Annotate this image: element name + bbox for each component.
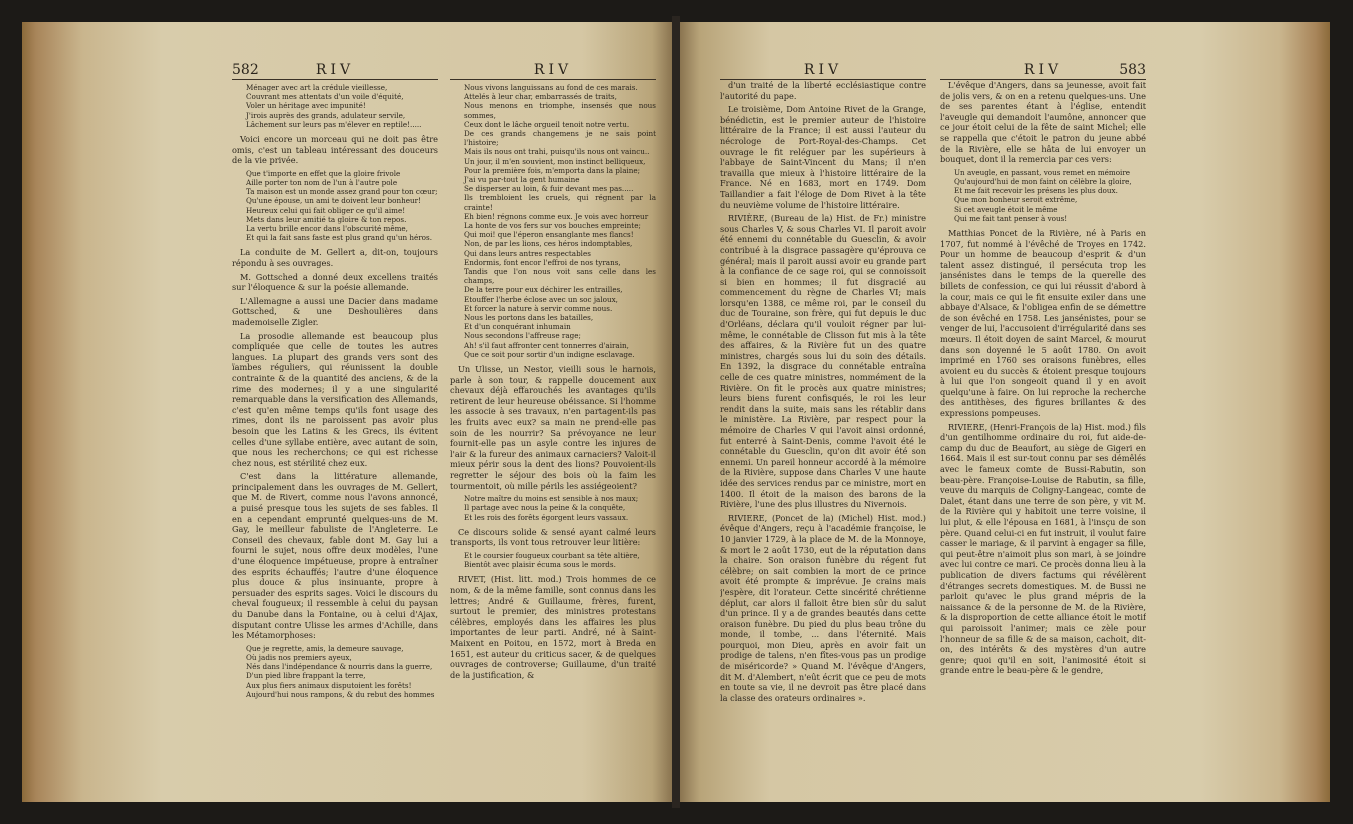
verse-block <box>232 83 438 129</box>
verse-line: Où jadis nos premiers ayeux, <box>246 653 352 662</box>
paragraph: Matthias Poncet de la Rivière, né à Paris en 1707, fut nommé à l'évêché de Troyes en 1742. Pour un homme de beaucoup d'esprit & d'un talent assez distingué, il persécuta trop les jansénistes dans le temps de la querelle des billets de confession, ce qui lui réussit d'abord à la cour, mais ce qui le fit ensuite exiler dans une abbaye d'Alsace, & l'obligea enfin de se démettre de son évêché en 1758. Les jansénistes, pour se venger de lui, l'accusoient d'irrégularité dans ses mœurs. Il étoit doyen de saint Marcel, & mourut dans son doyenné le 5 août 1780. On avoit imprimé en 1760 ses oraisons funèbres, elles avoient eu du succès & étoient presque toujours à lui que l'on songeoit quand il y en avoit quelqu'une à faire. On lui reproche la recherche des antithèses, des figures brillantes & des expressions pompeuses. <box>940 227 1146 419</box>
right-running-title-2: RIV <box>1023 62 1063 78</box>
verse-line: Couvrant mes attentats d'un voile d'équité, <box>246 92 404 102</box>
verse-line: Que t'importe en effet que la gloire frivole <box>246 168 401 178</box>
right-page-number: 583 <box>1119 62 1146 78</box>
right-running-head <box>720 62 926 80</box>
paragraph: Un Ulisse, un Nestor, vieilli sous le harnois, parle à son tour, & rappelle doucement aux chevaux déjà effarouchés les avantages qu'ils retirent de leur heureuse obéissance. Si l'homme les associe à ses travaux, n'en partagent-ils pas les fruits avec eux? sa main ne prend-elle pas soin de les nourrir? Sa prévoyance ne leur fournit-elle pas un asyle contre les injures de l'air & la fureur des animaux carnaciers? Valoit-il mieux périr sous la dent des lions? Pouvoient-ils regretter le séjour des bois où la faim les tourmentoit, où mille périls les assiégeoient? <box>450 364 656 491</box>
verse-line: Et le coursier fougueux courbant sa tête altière, <box>464 551 640 561</box>
verse-line: Ménager avec art la crédule vieillesse, <box>246 83 388 92</box>
paragraph: M. Gottsched a donné deux excellens traités sur l'éloquence & sur la poésie allemande. <box>232 271 438 293</box>
paragraph: L'évêque d'Angers, dans sa jeunesse, avoit fait de jolis vers, & on en a retenu quelques-uns. Une de ses parentes étant à l'église, entendit l'aveugle qui demandoit l'aumône, annoncer que ce jour étoit celui de la fête de saint Michel; elle se rappella que c'étoit le patron du jeune abbé de la Rivière, elle se hâta de lui envoyer un bouquet, dont il la remercia par ces vers: <box>940 80 1146 165</box>
verse-line: Nés dans l'indépendance & nourris dans la guerre, <box>246 662 433 672</box>
verse-block <box>232 169 438 243</box>
verse-line: Qu'une épouse, un ami te doivent leur bonheur! <box>246 196 421 206</box>
verse-line: Se disperser au loin, & fuir devant mes pas..... <box>464 184 634 194</box>
verse-block <box>450 494 656 522</box>
verse-line: Et les rois des forêts égorgent leurs vassaux. <box>464 512 629 522</box>
paragraph: RIVIERE, (Poncet de la) (Michel) Hist. mod.) évêque d'Angers, reçu à l'académie françoise, le 10 janvier 1729, à la place de M. de la Monnoye, & mort le 2 août 1730, eut de la réputation dans la chaire. Son oraison funèbre du régent fut célèbre; on sait combien la mort de ce prince avoit été prompte & imprévue. Je crains mais j'espère, dit l'orateur. Cette sincérité chrétienne déplut, car alors il falloit être bien sûr du salut d'un prince. Il y a de grandes beautés dans cette oraison funèbre. Du pied du plus beau trône du monde, il tombe, ... dans l'éternité. Mais pourquoi, mon Dieu, après en avoir fait un prodige de talens, n'en fîtes-vous pas un prodige de miséricorde? » Quand M. l'évêque d'Angers, dit M. d'Alembert, n'eût écrit que ce peu de mots en toute sa vie, il ne devroit pas être placé dans la classe des orateurs ordinaires ». <box>720 512 926 703</box>
left-running-title-2: RIV <box>533 62 573 78</box>
right-page <box>680 22 1330 802</box>
verse-line: Ceux dont le lâche orgueil tenoit notre vertu. <box>464 119 630 129</box>
verse-line: Ah! s'il faut affronter cent tonnerres d'airain, <box>464 340 629 350</box>
verse-line: Aujourd'hui nous rampons, & du rebut des hommes <box>246 689 435 699</box>
verse-line: Nous secondons l'affreuse rage; <box>464 331 581 341</box>
right-running-title: RIV <box>803 62 843 78</box>
right-column-1 <box>720 80 926 780</box>
verse-line: Que ce soit pour sortir d'un indigne esclavage. <box>464 349 635 359</box>
paragraph: Ce discours solide & sensé ayant calmé leurs transports, ils vont tous retrouver leur litière: <box>450 526 656 548</box>
verse-line: Et me fait recevoir les présens les plus doux. <box>954 186 1118 196</box>
verse-line: Il partage avec nous la peine & la conquête, <box>464 503 626 513</box>
paragraph: La conduite de M. Gellert a, dit-on, toujours répondu à ses ouvrages. <box>232 247 438 269</box>
verse-line: Voler un héritage avec impunité! <box>246 101 366 111</box>
verse-line: D'un pied libre frappant la terre, <box>246 671 366 681</box>
verse-block <box>450 551 656 569</box>
verse-line: J'irois auprès des grands, adulateur servile, <box>246 110 406 120</box>
paragraph: d'un traité de la liberté ecclésiastique contre l'autorité du pape. <box>720 80 926 101</box>
verse-line: Et forcer la nature à servir comme nous. <box>464 303 613 313</box>
left-page <box>22 22 672 802</box>
verse-line: Attelés à leur char, embarrassés de traits, <box>464 92 617 102</box>
verse-line: Aille porter ton nom de l'un à l'autre pole <box>246 178 398 187</box>
paragraph: C'est dans la littérature allemande, principalement dans les ouvrages de M. Gellert, que M. de Rivert, comme nous l'avons annoncé, a puisé presque tous les sujets de ses fables. Il en a cependant emprunté quelques-uns de M. Gay, le meilleur fabuliste de l'Angleterre. Le Conseil des chevaux, fable dont M. Gay lui a fourni le sujet, nous offre deux modèles, l'une d'une éloquence impétueuse, propre à entraîner des esprits échauffés; l'autre d'une éloquence plus douce & plus insinuante, propre à persuader des esprits sages. Voici le discours du cheval fougueux; il ressemble à celui du paysan du Danube dans la Fontaine, ou à celui d'Ajax, disputant contre Ulisse les armes d'Achille, dans les Métamorphoses: <box>232 471 438 641</box>
verse-line: Notre maître du moins est sensible à nos maux; <box>464 494 639 504</box>
paragraph: RIVET, (Hist. litt. mod.) Trois hommes de ce nom, & de la même famille, sont connus dans les lettres; André & Guillaume, frères, furent, surtout le premier, des ministres protestans célèbres, employés dans les affaires les plus importantes de leur parti. André, né à Saint-Maixent en Poitou, en 1572, mort à Breda en 1651, est auteur du criticus sacer, & de quelques ouvrages de controverse; Guillaume, d'un traité de la justification, & <box>450 574 656 680</box>
book-gutter <box>672 16 680 808</box>
verse-line: Un aveugle, en passant, vous remet en mémoire <box>954 167 1131 177</box>
verse-line: Etouffer l'herbe éclose avec un soc jaloux, <box>464 294 618 304</box>
paragraph: RIVIÈRE, (Bureau de la) Hist. de Fr.) ministre sous Charles V, & sous Charles VI. Il paroit avoir été ennemi du connétable du Guesclin, & avoir contribué à la disgrace passagère qu'éprouva ce général; mais il paroit aussi avoir eu grande part à la confiance de ce sage roi, qui se connoissoit si bien en hommes; il fut disgracié au commencement du règne de Charles VI; mais lorsqu'en 1388, ce même roi, par le conseil du duc de Touraine, son frère, qui fut depuis le duc d'Orléans, déclara qu'il vouloit régner par lui-même, le connétable de Clisson fut mis à la tête des affaires, & la Rivière fut un des quatre ministres, chargés sous lui du soin des détails. En 1392, la disgrace du connétable entraîna celle de ces quatre ministres, nommément de la Rivière. On fit le procès aux quatre ministres; leurs biens furent confisqués, le roi les leur rendit dans la suite, mais sans les rétablir dans le ministère. La Rivière, par respect pour la mémoire de Charles V qui l'avoit ainsi ordonné, fut enterré à Saint-Denis, comme l'avoit été le connétable du Guesclin, qu'on dit avoir été son ennemi. Un pareil honneur accordé à la mémoire de la Rivière, suppose dans Charles V une haute idée des services rendus par ce ministre, mort en 1400. Il étoit de la maison des barons de la Rivière, l'une des plus illustres du Nivernois. <box>720 213 926 510</box>
verse-line: Que mon bonheur seroit extrême, <box>954 195 1078 205</box>
paragraph: Le troisième, Dom Antoine Rivet de la Grange, bénédictin, est le premier auteur de l'histoire littéraire de la France; il est aussi l'auteur du nécrologe de Port-Royal-des-Champs. Cet ouvrage le fit reléguer par les supérieurs à l'abbaye de Saint-Vincent du Mans; il n'en travailla que mieux à l'histoire littéraire de la France. Né en 1683, mort en 1749. Dom Taillandier a fait l'éloge de Dom Rivet à la tête du neuvième volume de l'histoire littéraire. <box>720 104 926 210</box>
left-page-number: 582 <box>232 62 259 78</box>
verse-line: J'ai vu par-tout la gent humaine <box>464 175 580 185</box>
verse-line: Qui moi! que l'éperon ensanglante mes flancs! <box>464 230 634 240</box>
verse-line: La vertu brille encor dans l'obscurité même, <box>246 224 408 234</box>
left-column-1 <box>232 80 438 780</box>
verse-line: Eh bien! régnons comme eux. Je vois avec horreur <box>464 211 649 221</box>
left-running-head-2 <box>450 62 656 80</box>
verse-line: Nous les portons dans les batailles, <box>464 313 594 323</box>
verse-block <box>940 168 1146 223</box>
verse-line: Qu'aujourd'hui de mon faint on célèbre la gloire, <box>954 176 1132 186</box>
verse-line: Qui me fait tant penser à vous! <box>954 213 1068 223</box>
verse-line: De la terre pour eux déchirer les entrailles, <box>464 285 623 295</box>
verse-block <box>232 644 438 699</box>
verse-line: Un jour, il m'en souvient, mon instinct belliqueux, <box>464 156 646 166</box>
left-running-head <box>232 62 438 80</box>
left-running-title: RIV <box>315 62 355 78</box>
verse-line: Mais ils nous ont trahi, puisqu'ils nous ont vaincu.. <box>464 147 650 157</box>
verse-line: Ils trembloient les cruels, qui régnent par la crainte! <box>464 193 656 212</box>
verse-line: Lâchement sur leurs pas m'élever en reptile!..... <box>246 119 422 129</box>
verse-line: La honte de vos fers sur vos bouches empreinte; <box>464 221 641 231</box>
paragraph: La prosodie allemande est beaucoup plus compliquée que celle de toutes les autres langues. La plupart des grands vers sont des ïambes réguliers, qui réunissent la double contrainte & de la quantité des anciens, & de la rime des modernes; il y a une singularité remarquable dans la versification des Allemands, c'est qu'en même temps qu'ils font usage des rimes, dont ils ne paroissent pas avoir plus besoin que les Latins & les Grecs, ils évitent celles d'une syllabe entière, avec autant de soin, que nous les recherchons; ce qui est richesse chez nous, est stérilité chez eux. <box>232 330 438 468</box>
verse-line: Non, de par les lions, ces héros indomptables, <box>464 239 633 249</box>
verse-line: Heureux celui qui fait obliger ce qu'il aime! <box>246 205 406 215</box>
verse-line: Ta maison est un monde assez grand pour ton cœur; <box>246 187 438 197</box>
paragraph: L'Allemagne a aussi une Dacier dans madame Gottsched, & une Deshoulières dans mademoiselle Zigler. <box>232 295 438 327</box>
verse-line: Et d'un conquérant inhumain <box>464 322 571 332</box>
paragraph: RIVIERE, (Henri-François de la) Hist. mod.) fils d'un gentilhomme ordinaire du roi, fut aide-de-camp du duc de Beaufort, au siège de Gigeri en 1664. Mais il est sur-tout connu par ses démêlés avec le fameux comte de Bussi-Rabutin, son beau-père. Françoise-Louise de Rabutin, sa fille, veuve du marquis de Coligny-Langeac, comte de Dalet, étant dans une terre de son père, y vit M. de la Rivière qui y habitoit une terre voisine, il lui plut, & elle l'épousa en 1681, à l'insçu de son père. Quand celui-ci en fut instruit, il voulut faire casser le mariage, & il parvint à engager sa fille, qui peut-être n'aimoit plus son mari, à se joindre avec lui contre ce mari. Ce procès donna lieu à la publication de divers factums qui révélèrent d'étranges secrets domestiques. M. de Bussi ne parloit qu'avec le plus grand mépris de la naissance & de la personne de M. de la Rivière, & la disproportion de cette alliance étoit le motif qui paroissoit l'animer; mais ce zèle pour l'honneur de sa fille & de sa maison, cachoit, dit-on, des intérêts & des mystères d'un autre genre; quoi qu'il en soit, l'animosité étoit si grande entre le beau-père & le gendre, <box>940 421 1146 676</box>
verse-line: Tandis que l'on nous voit sans celle dans les champs, <box>464 267 656 286</box>
verse-line: Mets dans leur amitié ta gloire & ton repos. <box>246 214 407 224</box>
verse-line: Que je regrette, amis, la demeure sauvage, <box>246 643 404 653</box>
verse-line: Endormis, font encor l'effroi de nos tyrans, <box>464 257 621 267</box>
verse-line: De ces grands changemens je ne sais point l'histoire; <box>464 129 656 148</box>
verse-line: Nous menons en triomphe, insensés que nous sommes, <box>464 101 656 120</box>
verse-line: Si cet aveugle étoit le même <box>954 204 1058 214</box>
paragraph: Voici encore un morceau qui ne doit pas être omis, c'est un tableau intéressant des douceurs de la vie privée. <box>232 134 438 166</box>
left-column-2 <box>450 80 656 780</box>
verse-line: Nous vivons languissans au fond de ces marais. <box>464 83 638 92</box>
right-running-head-2 <box>940 62 1146 80</box>
verse-line: Pour la première fois, m'emporta dans la plaine; <box>464 165 641 175</box>
verse-line: Qui dans leurs antres respectables <box>464 248 591 258</box>
right-column-2 <box>940 80 1146 780</box>
verse-block <box>450 83 656 359</box>
verse-line: Et qui la fait sans faste est plus grand qu'un héros. <box>246 233 432 243</box>
verse-line: Aux plus fiers animaux disputoient les forêts! <box>246 680 412 690</box>
verse-line: Bientôt avec plaisir écuma sous le mords. <box>464 560 616 570</box>
